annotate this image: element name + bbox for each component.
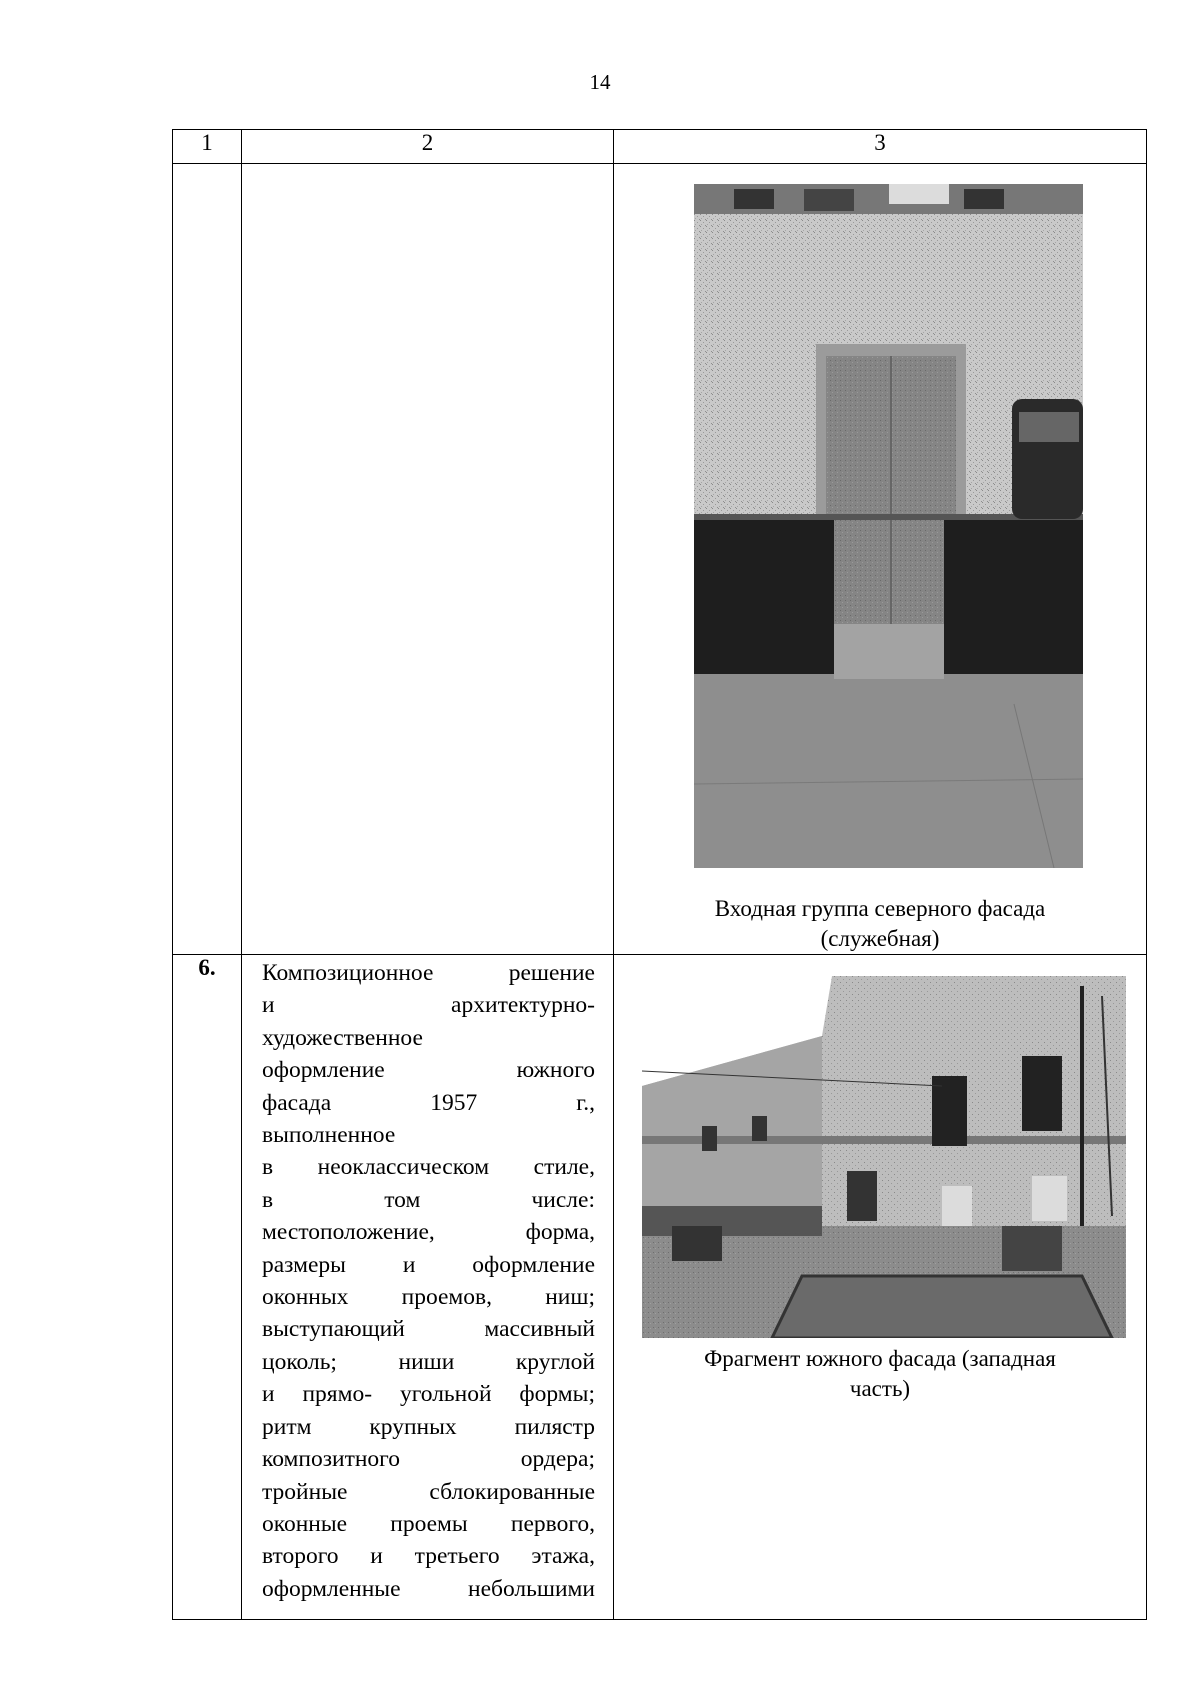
header-col-3: 3 xyxy=(614,130,1147,164)
description-line: оконных проемов, ниш; xyxy=(262,1284,595,1311)
header-col-2: 2 xyxy=(242,130,614,164)
row-number-cell xyxy=(173,164,242,955)
photo-caption xyxy=(614,1344,1146,1404)
row-photo-cell xyxy=(614,164,1147,955)
description-line: цоколь; ниши круглой xyxy=(262,1348,595,1375)
description-line: художественное xyxy=(262,1024,423,1051)
description-line: композитного ордера; xyxy=(262,1446,595,1473)
description-line: оформленные небольшими xyxy=(262,1575,595,1602)
north-facade-entrance-photo xyxy=(694,184,1083,868)
description-line: оконные проемы первого, xyxy=(262,1510,595,1537)
table-header-row xyxy=(173,130,1147,164)
table-row xyxy=(173,955,1147,1620)
description-line: выступающий массивный xyxy=(262,1316,595,1343)
south-facade-fragment-photo xyxy=(642,976,1126,1338)
row-description-cell xyxy=(242,164,614,955)
facade-description-text xyxy=(242,955,613,1605)
header-col-1: 1 xyxy=(173,130,242,164)
description-line: в неоклассическом стиле, xyxy=(262,1154,595,1181)
description-line: выполненное xyxy=(262,1122,396,1149)
description-line: оформление южного xyxy=(262,1057,595,1084)
photo-caption-line-2: часть) xyxy=(849,1376,911,1401)
description-line: ритм крупных пилястр xyxy=(262,1413,595,1440)
document-table xyxy=(172,129,1147,1620)
photo-caption-line-1: Входная группа северного фасада xyxy=(714,896,1046,921)
description-line: тройные сблокированные xyxy=(262,1478,595,1505)
description-line: второго и третьего этажа, xyxy=(262,1543,595,1570)
description-line: местоположение, форма, xyxy=(262,1219,595,1246)
description-line: фасада 1957 г., xyxy=(262,1089,595,1116)
description-line: и архитектурно- xyxy=(262,992,595,1019)
row-photo-cell xyxy=(614,955,1147,1620)
row-description-cell xyxy=(242,955,614,1620)
description-line: в том числе: xyxy=(262,1186,595,1213)
table-row xyxy=(173,164,1147,955)
photo-caption-line-2: (служебная) xyxy=(820,926,940,951)
description-line: Композиционное решение xyxy=(262,960,595,986)
photo-caption-line-1: Фрагмент южного фасада (западная xyxy=(704,1346,1056,1371)
row-number-cell: 6. xyxy=(173,955,242,1620)
description-line: и прямо- угольной формы; xyxy=(262,1381,595,1408)
description-line: размеры и оформление xyxy=(262,1251,595,1278)
page-number: 14 xyxy=(589,70,611,94)
